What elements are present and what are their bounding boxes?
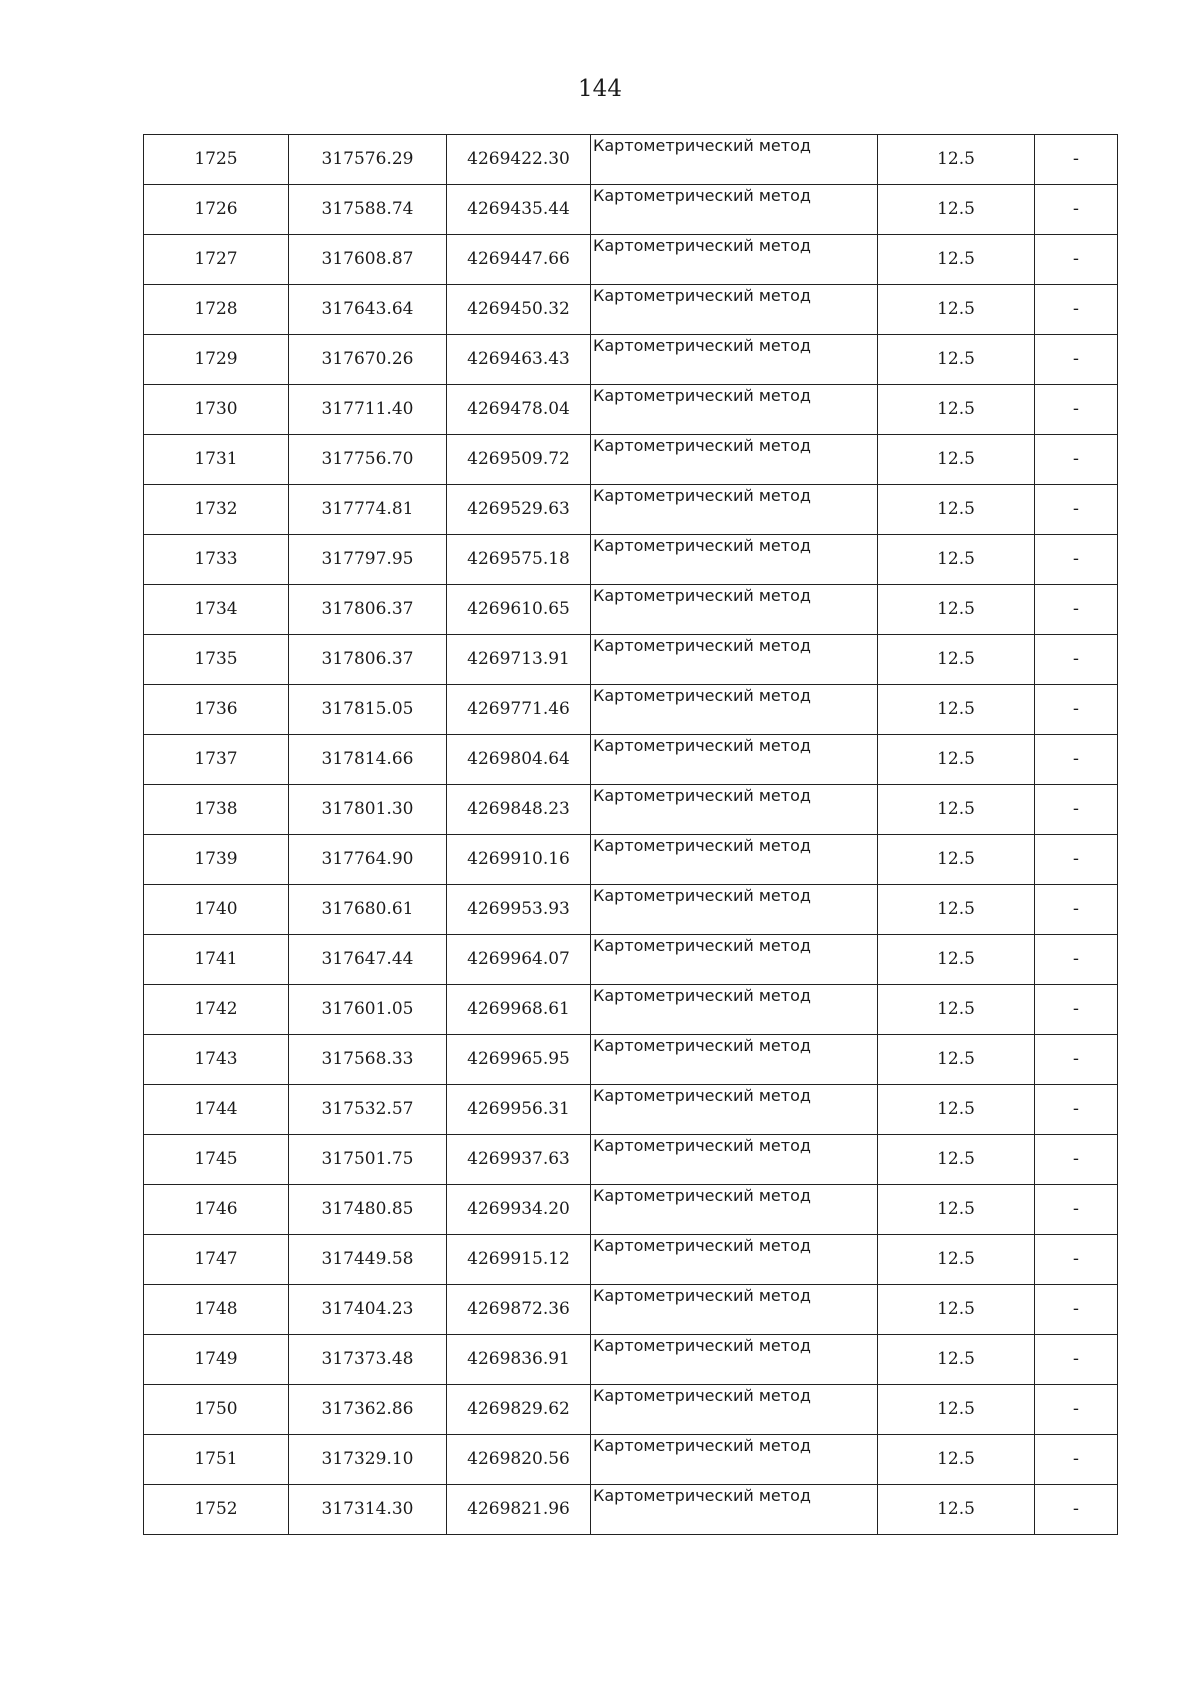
table-row	[144, 585, 1118, 635]
table-row	[144, 1035, 1118, 1085]
y-coordinate-cell: 4269463.43	[447, 335, 591, 385]
point-number-cell: 1749	[144, 1335, 289, 1385]
note-cell: -	[1035, 685, 1118, 735]
method-cell: Картометрический метод	[591, 585, 878, 635]
accuracy-cell: 12.5	[878, 385, 1035, 435]
x-coordinate-cell: 317501.75	[289, 1135, 447, 1185]
table-row	[144, 1435, 1118, 1485]
point-number-cell: 1741	[144, 935, 289, 985]
method-cell: Картометрический метод	[591, 435, 878, 485]
y-coordinate-cell: 4269953.93	[447, 885, 591, 935]
y-coordinate-cell: 4269956.31	[447, 1085, 591, 1135]
method-cell: Картометрический метод	[591, 985, 878, 1035]
point-number-cell: 1726	[144, 185, 289, 235]
x-coordinate-cell: 317643.64	[289, 285, 447, 335]
table-body	[144, 135, 1118, 1535]
point-number-cell: 1729	[144, 335, 289, 385]
note-cell: -	[1035, 735, 1118, 785]
note-cell: -	[1035, 835, 1118, 885]
method-cell: Картометрический метод	[591, 935, 878, 985]
y-coordinate-cell: 4269964.07	[447, 935, 591, 985]
method-cell: Картометрический метод	[591, 1235, 878, 1285]
accuracy-cell: 12.5	[878, 485, 1035, 535]
point-number-cell: 1731	[144, 435, 289, 485]
x-coordinate-cell: 317774.81	[289, 485, 447, 535]
accuracy-cell: 12.5	[878, 1135, 1035, 1185]
point-number-cell: 1744	[144, 1085, 289, 1135]
note-cell: -	[1035, 1285, 1118, 1335]
table-row	[144, 935, 1118, 985]
accuracy-cell: 12.5	[878, 1435, 1035, 1485]
x-coordinate-cell: 317797.95	[289, 535, 447, 585]
note-cell: -	[1035, 1335, 1118, 1385]
accuracy-cell: 12.5	[878, 685, 1035, 735]
x-coordinate-cell: 317373.48	[289, 1335, 447, 1385]
note-cell: -	[1035, 535, 1118, 585]
x-coordinate-cell: 317801.30	[289, 785, 447, 835]
table-row	[144, 185, 1118, 235]
point-number-cell: 1743	[144, 1035, 289, 1085]
accuracy-cell: 12.5	[878, 1085, 1035, 1135]
x-coordinate-cell: 317588.74	[289, 185, 447, 235]
table-row	[144, 1135, 1118, 1185]
x-coordinate-cell: 317576.29	[289, 135, 447, 185]
point-number-cell: 1734	[144, 585, 289, 635]
table-row	[144, 485, 1118, 535]
method-cell: Картометрический метод	[591, 785, 878, 835]
x-coordinate-cell: 317814.66	[289, 735, 447, 785]
x-coordinate-cell: 317756.70	[289, 435, 447, 485]
point-number-cell: 1747	[144, 1235, 289, 1285]
note-cell: -	[1035, 135, 1118, 185]
table-row	[144, 1285, 1118, 1335]
x-coordinate-cell: 317568.33	[289, 1035, 447, 1085]
point-number-cell: 1740	[144, 885, 289, 935]
x-coordinate-cell: 317362.86	[289, 1385, 447, 1435]
x-coordinate-cell: 317404.23	[289, 1285, 447, 1335]
accuracy-cell: 12.5	[878, 1035, 1035, 1085]
table-row	[144, 685, 1118, 735]
y-coordinate-cell: 4269610.65	[447, 585, 591, 635]
note-cell: -	[1035, 785, 1118, 835]
accuracy-cell: 12.5	[878, 1235, 1035, 1285]
table-row	[144, 1385, 1118, 1435]
point-number-cell: 1737	[144, 735, 289, 785]
y-coordinate-cell: 4269915.12	[447, 1235, 591, 1285]
y-coordinate-cell: 4269937.63	[447, 1135, 591, 1185]
y-coordinate-cell: 4269422.30	[447, 135, 591, 185]
note-cell: -	[1035, 185, 1118, 235]
note-cell: -	[1035, 1385, 1118, 1435]
method-cell: Картометрический метод	[591, 635, 878, 685]
point-number-cell: 1728	[144, 285, 289, 335]
note-cell: -	[1035, 1435, 1118, 1485]
table-row	[144, 1485, 1118, 1535]
table-row	[144, 885, 1118, 935]
x-coordinate-cell: 317670.26	[289, 335, 447, 385]
accuracy-cell: 12.5	[878, 185, 1035, 235]
point-number-cell: 1748	[144, 1285, 289, 1335]
accuracy-cell: 12.5	[878, 885, 1035, 935]
accuracy-cell: 12.5	[878, 1285, 1035, 1335]
y-coordinate-cell: 4269804.64	[447, 735, 591, 785]
point-number-cell: 1750	[144, 1385, 289, 1435]
table-row	[144, 635, 1118, 685]
x-coordinate-cell: 317806.37	[289, 585, 447, 635]
note-cell: -	[1035, 235, 1118, 285]
accuracy-cell: 12.5	[878, 835, 1035, 885]
y-coordinate-cell: 4269435.44	[447, 185, 591, 235]
point-number-cell: 1738	[144, 785, 289, 835]
table-row	[144, 235, 1118, 285]
method-cell: Картометрический метод	[591, 1135, 878, 1185]
table-row	[144, 435, 1118, 485]
table-row	[144, 535, 1118, 585]
x-coordinate-cell: 317680.61	[289, 885, 447, 935]
point-number-cell: 1725	[144, 135, 289, 185]
y-coordinate-cell: 4269821.96	[447, 1485, 591, 1535]
note-cell: -	[1035, 585, 1118, 635]
table-row	[144, 135, 1118, 185]
method-cell: Картометрический метод	[591, 535, 878, 585]
note-cell: -	[1035, 985, 1118, 1035]
note-cell: -	[1035, 1135, 1118, 1185]
x-coordinate-cell: 317815.05	[289, 685, 447, 735]
y-coordinate-cell: 4269968.61	[447, 985, 591, 1035]
method-cell: Картометрический метод	[591, 1385, 878, 1435]
note-cell: -	[1035, 1085, 1118, 1135]
accuracy-cell: 12.5	[878, 985, 1035, 1035]
accuracy-cell: 12.5	[878, 585, 1035, 635]
y-coordinate-cell: 4269447.66	[447, 235, 591, 285]
method-cell: Картометрический метод	[591, 1185, 878, 1235]
note-cell: -	[1035, 435, 1118, 485]
note-cell: -	[1035, 1185, 1118, 1235]
point-number-cell: 1733	[144, 535, 289, 585]
accuracy-cell: 12.5	[878, 1185, 1035, 1235]
x-coordinate-cell: 317647.44	[289, 935, 447, 985]
y-coordinate-cell: 4269934.20	[447, 1185, 591, 1235]
point-number-cell: 1746	[144, 1185, 289, 1235]
accuracy-cell: 12.5	[878, 1385, 1035, 1435]
y-coordinate-cell: 4269529.63	[447, 485, 591, 535]
accuracy-cell: 12.5	[878, 735, 1035, 785]
point-number-cell: 1739	[144, 835, 289, 885]
method-cell: Картометрический метод	[591, 685, 878, 735]
method-cell: Картометрический метод	[591, 1085, 878, 1135]
point-number-cell: 1735	[144, 635, 289, 685]
note-cell: -	[1035, 1235, 1118, 1285]
method-cell: Картометрический метод	[591, 335, 878, 385]
x-coordinate-cell: 317764.90	[289, 835, 447, 885]
point-number-cell: 1727	[144, 235, 289, 285]
x-coordinate-cell: 317480.85	[289, 1185, 447, 1235]
note-cell: -	[1035, 485, 1118, 535]
y-coordinate-cell: 4269575.18	[447, 535, 591, 585]
accuracy-cell: 12.5	[878, 135, 1035, 185]
accuracy-cell: 12.5	[878, 1485, 1035, 1535]
y-coordinate-cell: 4269478.04	[447, 385, 591, 435]
note-cell: -	[1035, 635, 1118, 685]
y-coordinate-cell: 4269836.91	[447, 1335, 591, 1385]
method-cell: Картометрический метод	[591, 285, 878, 335]
table-row	[144, 1085, 1118, 1135]
y-coordinate-cell: 4269713.91	[447, 635, 591, 685]
point-number-cell: 1752	[144, 1485, 289, 1535]
page-number: 144	[578, 76, 622, 102]
x-coordinate-cell: 317314.30	[289, 1485, 447, 1535]
method-cell: Картометрический метод	[591, 485, 878, 535]
method-cell: Картометрический метод	[591, 385, 878, 435]
y-coordinate-cell: 4269848.23	[447, 785, 591, 835]
table-row	[144, 1335, 1118, 1385]
point-number-cell: 1730	[144, 385, 289, 435]
table-row	[144, 385, 1118, 435]
y-coordinate-cell: 4269771.46	[447, 685, 591, 735]
x-coordinate-cell: 317601.05	[289, 985, 447, 1035]
accuracy-cell: 12.5	[878, 435, 1035, 485]
note-cell: -	[1035, 1485, 1118, 1535]
x-coordinate-cell: 317329.10	[289, 1435, 447, 1485]
note-cell: -	[1035, 935, 1118, 985]
note-cell: -	[1035, 1035, 1118, 1085]
accuracy-cell: 12.5	[878, 285, 1035, 335]
accuracy-cell: 12.5	[878, 235, 1035, 285]
table-row	[144, 785, 1118, 835]
note-cell: -	[1035, 285, 1118, 335]
x-coordinate-cell: 317449.58	[289, 1235, 447, 1285]
point-number-cell: 1751	[144, 1435, 289, 1485]
note-cell: -	[1035, 335, 1118, 385]
method-cell: Картометрический метод	[591, 1335, 878, 1385]
point-number-cell: 1742	[144, 985, 289, 1035]
method-cell: Картометрический метод	[591, 1485, 878, 1535]
method-cell: Картометрический метод	[591, 135, 878, 185]
x-coordinate-cell: 317711.40	[289, 385, 447, 435]
method-cell: Картометрический метод	[591, 235, 878, 285]
y-coordinate-cell: 4269820.56	[447, 1435, 591, 1485]
x-coordinate-cell: 317608.87	[289, 235, 447, 285]
table-row	[144, 1185, 1118, 1235]
method-cell: Картометрический метод	[591, 735, 878, 785]
accuracy-cell: 12.5	[878, 635, 1035, 685]
method-cell: Картометрический метод	[591, 1435, 878, 1485]
accuracy-cell: 12.5	[878, 335, 1035, 385]
y-coordinate-cell: 4269965.95	[447, 1035, 591, 1085]
method-cell: Картометрический метод	[591, 835, 878, 885]
x-coordinate-cell: 317806.37	[289, 635, 447, 685]
accuracy-cell: 12.5	[878, 1335, 1035, 1385]
table-row	[144, 835, 1118, 885]
point-number-cell: 1745	[144, 1135, 289, 1185]
table-row	[144, 285, 1118, 335]
accuracy-cell: 12.5	[878, 535, 1035, 585]
accuracy-cell: 12.5	[878, 785, 1035, 835]
note-cell: -	[1035, 885, 1118, 935]
x-coordinate-cell: 317532.57	[289, 1085, 447, 1135]
y-coordinate-cell: 4269450.32	[447, 285, 591, 335]
y-coordinate-cell: 4269910.16	[447, 835, 591, 885]
point-number-cell: 1732	[144, 485, 289, 535]
note-cell: -	[1035, 385, 1118, 435]
table-row	[144, 735, 1118, 785]
table-row	[144, 1235, 1118, 1285]
accuracy-cell: 12.5	[878, 935, 1035, 985]
y-coordinate-cell: 4269509.72	[447, 435, 591, 485]
table-row	[144, 985, 1118, 1035]
coordinates-table	[143, 134, 1118, 1535]
point-number-cell: 1736	[144, 685, 289, 735]
method-cell: Картометрический метод	[591, 1035, 878, 1085]
method-cell: Картометрический метод	[591, 1285, 878, 1335]
method-cell: Картометрический метод	[591, 185, 878, 235]
y-coordinate-cell: 4269829.62	[447, 1385, 591, 1435]
method-cell: Картометрический метод	[591, 885, 878, 935]
y-coordinate-cell: 4269872.36	[447, 1285, 591, 1335]
table-row	[144, 335, 1118, 385]
